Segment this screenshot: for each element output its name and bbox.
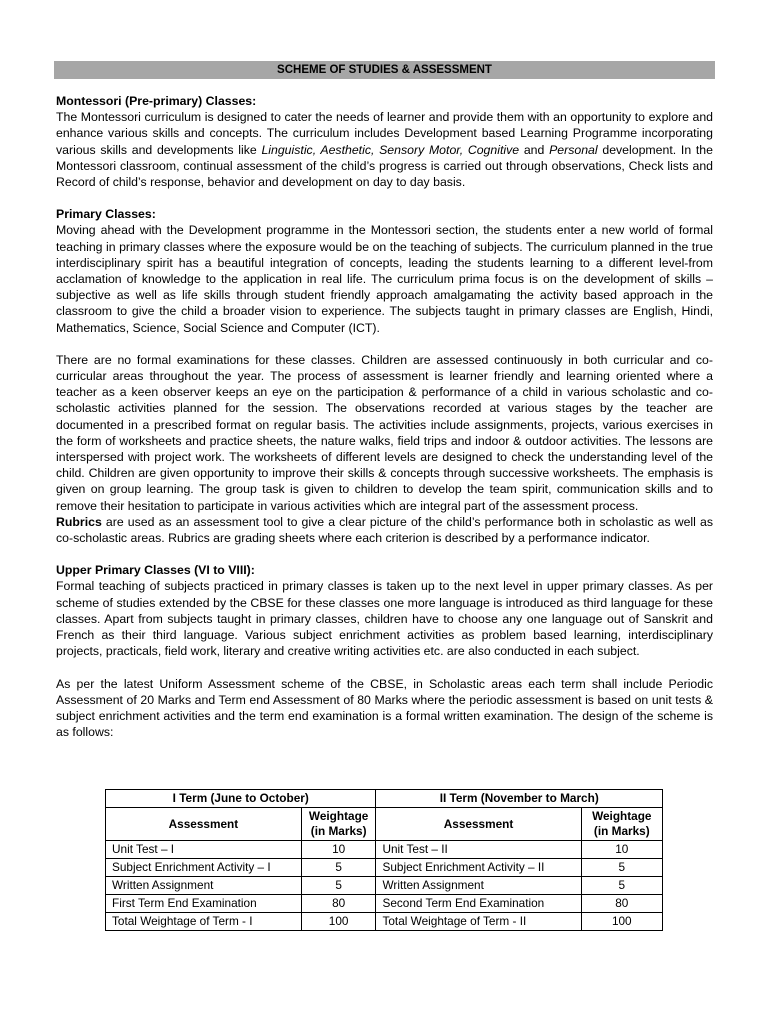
assessment-table: [105, 789, 663, 931]
primary-heading: Primary Classes:: [56, 207, 156, 222]
text-span: development. In the Montessori classroom, continual assessment of the child’s progress is carried out through observations, Check lists and Record of child’s response, behavior and development on day to day basis.: [56, 142, 713, 190]
cell-assessment: Subject Enrichment Activity – II: [376, 859, 581, 877]
cell-assessment: Unit Test – II: [376, 841, 581, 859]
text-span: The Montessori curriculum is designed to cater the needs of learner and provide them with an opportunity to explore and enhance various skills and concepts. The curriculum includes Development based Learning Programme incorporating various skills and developments like: [56, 110, 713, 157]
table-row: [106, 877, 663, 895]
upper-primary-heading: Upper Primary Classes (VI to VIII):: [56, 563, 255, 578]
cell-assessment: First Term End Examination: [106, 895, 302, 913]
table-subheader-row: [106, 808, 663, 841]
rubrics-paragraph: [56, 514, 713, 546]
assessment-col-header: Assessment: [376, 808, 581, 841]
page-title: SCHEME OF STUDIES & ASSESSMENT: [54, 61, 715, 79]
cell-total-value: 100: [301, 913, 376, 931]
cell-total-label: Total Weightage of Term - I: [106, 913, 302, 931]
cell-total-value: 100: [581, 913, 662, 931]
cell-weightage: 5: [581, 859, 662, 877]
montessori-paragraph: [56, 109, 713, 190]
cell-assessment: Written Assignment: [106, 877, 302, 895]
table-row: [106, 841, 663, 859]
table-row: [106, 895, 663, 913]
cell-weightage: 5: [301, 859, 376, 877]
cell-total-label: Total Weightage of Term - II: [376, 913, 581, 931]
upper-primary-paragraph-2: As per the latest Uniform Assessment scheme of the CBSE, in Scholastic areas each term shall include Periodic Assessment of 20 Marks and Term end Assessment of 80 Marks where the periodic assessment is based on unit tests & subject enrichment activities and the term end examination is a formal written examination. The design of the scheme is as follows:: [56, 676, 713, 740]
term2-header: II Term (November to March): [376, 790, 663, 808]
upper-primary-paragraph-1: Formal teaching of subjects practiced in primary classes is taken up to the next level in upper primary classes. As per scheme of studies extended by the CBSE for these classes one more language is introduced as third language for these classes. Apart from subjects taught in primary classes, children have to choose any one language out of Sanskrit and French as their third language. Various subject enrichment activities as problem based learning, interdisciplinary projects, practicals, field work, literary and creative writing activities etc. are also conducted in each subject.: [56, 579, 713, 659]
cell-weightage: 10: [301, 841, 376, 859]
cell-assessment: Second Term End Examination: [376, 895, 581, 913]
cell-assessment: Written Assignment: [376, 877, 581, 895]
montessori-heading: Montessori (Pre-primary) Classes:: [56, 94, 257, 108]
weightage-col-header: Weightage (in Marks): [581, 808, 662, 841]
term1-header: I Term (June to October): [106, 790, 376, 808]
primary-paragraph-2: There are no formal examinations for these classes. Children are assessed continuously in both curricular and co-curricular areas throughout the year. The process of assessment is learner friendly and learning oriented where a teacher as a keen observer keeps an eye on the participation & performance of a child in various scholastic and co-scholastic activities planned for the session. The observations recorded at various stages by the teacher are documented in a prescribed format on regular basis. The activities include assignments, projects, various exercises in the form of worksheets and practice sheets, the nature walks, field trips and indoor & outdoor activities. The lessons are interspersed with project work. The worksheets of different levels are designed to check the understanding level of the child. Children are given opportunity to improve their skills & concepts through successive worksheets. The emphasis is given on group learning. The group task is given to children to develop the team spirit, communication skills and to remove their hesitation to participate in various activities which are integral part of the assessment process.: [56, 352, 713, 513]
cell-weightage: 10: [581, 841, 662, 859]
table-total-row: [106, 913, 663, 931]
text-span: and: [519, 142, 550, 157]
table-row: [106, 859, 663, 877]
table-header-row: [106, 790, 663, 808]
cell-assessment: Subject Enrichment Activity – I: [106, 859, 302, 877]
cell-assessment: Unit Test – I: [106, 841, 302, 859]
text-span: are used as an assessment tool to give a clear picture of the child’s performance both in scholastic as well as co-scholastic areas. Rubrics are grading sheets where each criterion is described by a performance indicator.: [56, 514, 713, 546]
rubrics-term: Rubrics: [56, 514, 102, 529]
primary-paragraph-1: Moving ahead with the Development programme in the Montessori section, the students enter a new world of formal teaching in primary classes where the exposure would be on the teaching of subjects. The curriculum planned in the true interdisciplinary spirit has a beautiful integration of concepts, leading the students learning to a different level-from acclamation of knowledge to the application in real life. The curriculum prima focus is on the development of skills –subjective as well as life skills through student friendly approach amalgamating the activity based approach in the classroom to give the child a broader vision to experience. The subjects taught in primary classes are English, Hindi, Mathematics, Science, Social Science and Computer (ICT).: [56, 223, 713, 335]
cell-weightage: 80: [581, 895, 662, 913]
cell-weightage: 5: [581, 877, 662, 895]
document-body: [56, 93, 713, 740]
cell-weightage: 80: [301, 895, 376, 913]
weightage-col-header: Weightage (in Marks): [301, 808, 376, 841]
cell-weightage: 5: [301, 877, 376, 895]
italic-skills: Linguistic, Aesthetic, Sensory Motor, Cognitive: [261, 142, 520, 157]
assessment-col-header: Assessment: [106, 808, 302, 841]
italic-personal: Personal: [549, 142, 598, 157]
